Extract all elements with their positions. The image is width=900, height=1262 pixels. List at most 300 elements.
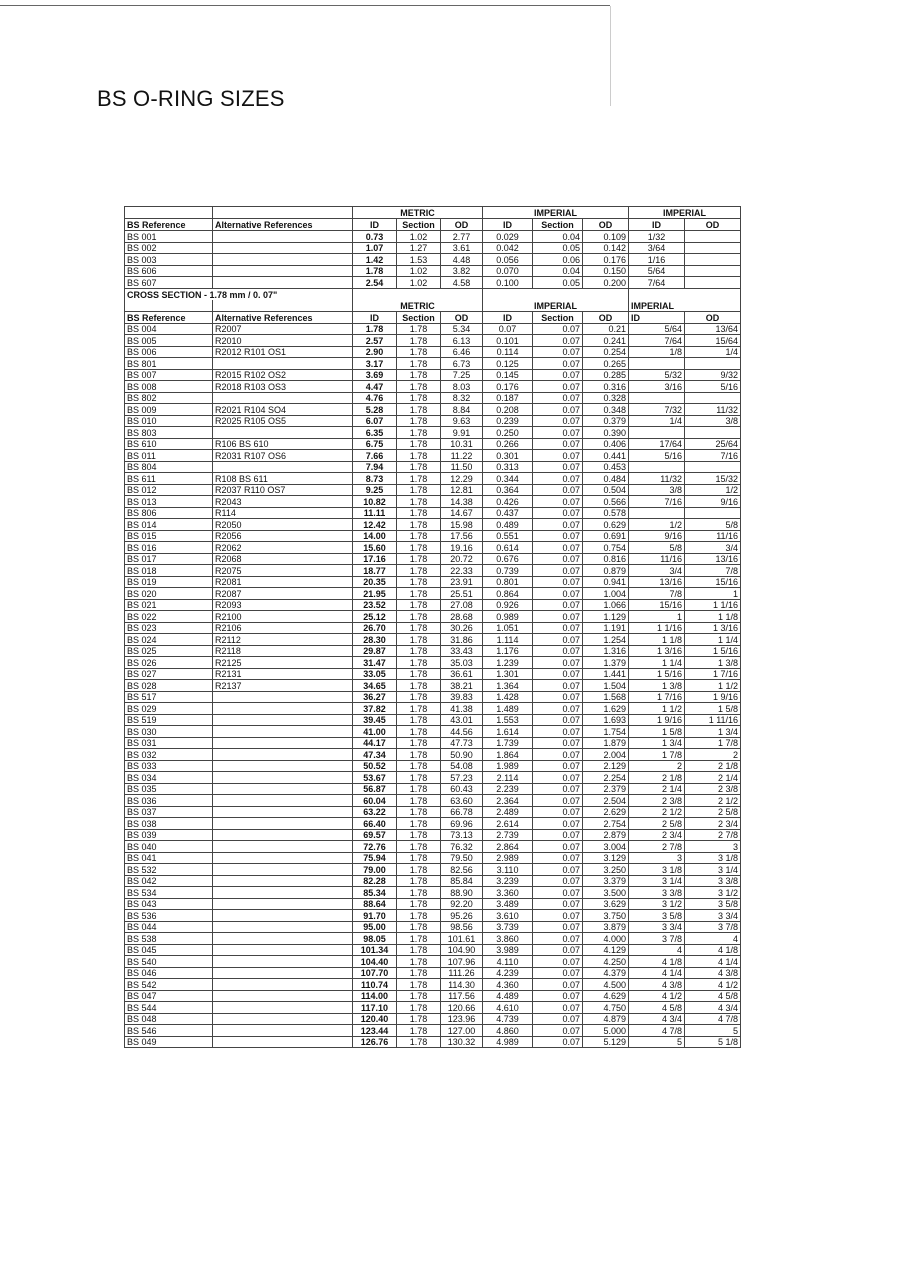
- cell-imperial-od: 0.285: [583, 369, 629, 381]
- cell-imperial-id: 1.489: [483, 703, 533, 715]
- cell-fraction-od: 1 3/8: [685, 657, 741, 669]
- cell-metric-section: 1.78: [397, 990, 441, 1002]
- cell-metric-id: 23.52: [353, 599, 397, 611]
- cell-fraction-id: 1 5/16: [629, 668, 685, 680]
- cell-fraction-od: 7/8: [685, 565, 741, 577]
- cell-metric-id: 1.78: [353, 323, 397, 335]
- group-imperial-decimal: IMPERIAL: [483, 300, 629, 312]
- cell-imperial-od: 0.691: [583, 530, 629, 542]
- cell-bs-reference: BS 044: [125, 921, 213, 933]
- cell-fraction-id: 2 7/8: [629, 841, 685, 853]
- cell-imperial-id: 0.989: [483, 611, 533, 623]
- cell-metric-od: 11.22: [441, 450, 483, 462]
- cell-metric-section: 1.78: [397, 404, 441, 416]
- cell-imperial-od: 0.142: [583, 242, 629, 254]
- table-row: [125, 599, 741, 611]
- cell-fraction-id: 1 3/8: [629, 680, 685, 692]
- cell-imperial-section: 0.07: [533, 450, 583, 462]
- cell-fraction-id: 3 5/8: [629, 910, 685, 922]
- cell-alternative-references: [213, 910, 353, 922]
- cell-bs-reference: BS 801: [125, 358, 213, 370]
- cell-alternative-references: R2021 R104 SO4: [213, 404, 353, 416]
- table-row: [125, 1025, 741, 1037]
- cell-bs-reference: BS 028: [125, 680, 213, 692]
- cell-metric-id: 50.52: [353, 760, 397, 772]
- cell-metric-od: 63.60: [441, 795, 483, 807]
- table-row: [125, 760, 741, 772]
- cell-imperial-od: 4.379: [583, 967, 629, 979]
- cell-imperial-id: 3.989: [483, 944, 533, 956]
- cell-bs-reference: BS 544: [125, 1002, 213, 1014]
- cell-alternative-references: [213, 277, 353, 289]
- cell-imperial-section: 0.07: [533, 438, 583, 450]
- cell-fraction-od: 3/4: [685, 542, 741, 554]
- cell-metric-section: 1.78: [397, 910, 441, 922]
- table-row: [125, 565, 741, 577]
- cell-fraction-id: 7/64: [629, 277, 685, 289]
- cell-imperial-section: 0.05: [533, 277, 583, 289]
- cell-fraction-od: [685, 242, 741, 254]
- cell-imperial-od: 1.879: [583, 737, 629, 749]
- cell-metric-od: 120.66: [441, 1002, 483, 1014]
- cell-bs-reference: BS 047: [125, 990, 213, 1002]
- cell-imperial-section: 0.07: [533, 910, 583, 922]
- cell-alternative-references: R2031 R107 OS6: [213, 450, 353, 462]
- cell-alternative-references: [213, 852, 353, 864]
- cell-imperial-section: 0.07: [533, 473, 583, 485]
- cell-imperial-od: 3.629: [583, 898, 629, 910]
- cell-imperial-section: 0.07: [533, 726, 583, 738]
- cell-imperial-id: 4.860: [483, 1025, 533, 1037]
- cell-metric-section: 1.78: [397, 944, 441, 956]
- cell-fraction-id: 3/16: [629, 381, 685, 393]
- cell-metric-od: 60.43: [441, 783, 483, 795]
- cell-imperial-od: 0.348: [583, 404, 629, 416]
- cell-metric-id: 31.47: [353, 657, 397, 669]
- cell-metric-section: 1.78: [397, 806, 441, 818]
- cell-imperial-id: 1.428: [483, 691, 533, 703]
- cell-bs-reference: BS 016: [125, 542, 213, 554]
- cell-bs-reference: BS 004: [125, 323, 213, 335]
- cell-fraction-od: 9/32: [685, 369, 741, 381]
- cell-metric-id: 72.76: [353, 841, 397, 853]
- cell-fraction-od: 2 3/8: [685, 783, 741, 795]
- cell-bs-reference: BS 021: [125, 599, 213, 611]
- table-row: [125, 852, 741, 864]
- cell-metric-section: 1.78: [397, 542, 441, 554]
- cell-metric-id: 5.28: [353, 404, 397, 416]
- table-row: [125, 265, 741, 277]
- table-row: [125, 346, 741, 358]
- cell-imperial-od: 2.379: [583, 783, 629, 795]
- cell-bs-reference: BS 610: [125, 438, 213, 450]
- cell-imperial-od: 1.693: [583, 714, 629, 726]
- cell-alternative-references: R2100: [213, 611, 353, 623]
- cell-imperial-section: 0.07: [533, 1002, 583, 1014]
- column-header-row: [125, 311, 741, 323]
- cell-metric-section: 1.78: [397, 438, 441, 450]
- cell-fraction-id: 4 3/4: [629, 1013, 685, 1025]
- cell-imperial-section: 0.07: [533, 565, 583, 577]
- cell-metric-id: 6.35: [353, 427, 397, 439]
- cell-alternative-references: [213, 841, 353, 853]
- cell-fraction-id: 4 7/8: [629, 1025, 685, 1037]
- cell-fraction-id: 3 1/2: [629, 898, 685, 910]
- cell-metric-id: 34.65: [353, 680, 397, 692]
- cell-imperial-id: 2.989: [483, 852, 533, 864]
- table-row: [125, 254, 741, 266]
- cell-imperial-od: 3.750: [583, 910, 629, 922]
- oring-size-table: [124, 206, 741, 1048]
- cell-imperial-od: 0.316: [583, 381, 629, 393]
- cell-imperial-section: 0.07: [533, 829, 583, 841]
- table-row: [125, 392, 741, 404]
- cell-bs-reference: BS 018: [125, 565, 213, 577]
- cell-imperial-od: 2.629: [583, 806, 629, 818]
- cell-metric-section: 1.78: [397, 507, 441, 519]
- cell-bs-reference: BS 008: [125, 381, 213, 393]
- cell-imperial-od: 0.200: [583, 277, 629, 289]
- table-row: [125, 530, 741, 542]
- cell-metric-section: 1.78: [397, 381, 441, 393]
- cell-metric-section: 1.78: [397, 634, 441, 646]
- cell-imperial-section: 0.07: [533, 530, 583, 542]
- cell-alternative-references: R2087: [213, 588, 353, 600]
- cell-alternative-references: [213, 703, 353, 715]
- cell-fraction-od: 13/16: [685, 553, 741, 565]
- table-row: [125, 335, 741, 347]
- cell-metric-id: 29.87: [353, 645, 397, 657]
- cell-metric-section: 1.78: [397, 496, 441, 508]
- header-bs-reference: BS Reference: [125, 311, 213, 323]
- cell-imperial-section: 0.05: [533, 242, 583, 254]
- table-row: [125, 772, 741, 784]
- cell-imperial-id: 0.145: [483, 369, 533, 381]
- table-row: [125, 657, 741, 669]
- cell-alternative-references: R2118: [213, 645, 353, 657]
- cell-bs-reference: BS 027: [125, 668, 213, 680]
- cell-imperial-section: 0.07: [533, 875, 583, 887]
- table-row: [125, 944, 741, 956]
- cell-metric-section: 1.78: [397, 680, 441, 692]
- cell-metric-od: 8.03: [441, 381, 483, 393]
- cell-imperial-section: 0.07: [533, 852, 583, 864]
- cell-alternative-references: [213, 760, 353, 772]
- cell-metric-id: 3.17: [353, 358, 397, 370]
- cell-alternative-references: [213, 427, 353, 439]
- cell-alternative-references: [213, 1025, 353, 1037]
- cell-alternative-references: [213, 231, 353, 243]
- cell-imperial-id: 3.489: [483, 898, 533, 910]
- cell-fraction-od: 2: [685, 749, 741, 761]
- cell-metric-od: 27.08: [441, 599, 483, 611]
- table-row: [125, 1013, 741, 1025]
- cell-fraction-od: 1 5/16: [685, 645, 741, 657]
- cell-metric-section: 1.27: [397, 242, 441, 254]
- cell-fraction-od: 1 7/8: [685, 737, 741, 749]
- cell-fraction-od: 1/2: [685, 484, 741, 496]
- cell-alternative-references: R2112: [213, 634, 353, 646]
- cell-fraction-id: 1 7/8: [629, 749, 685, 761]
- cell-imperial-section: 0.07: [533, 611, 583, 623]
- cell-imperial-section: 0.07: [533, 461, 583, 473]
- cell-metric-id: 9.25: [353, 484, 397, 496]
- cell-fraction-id: 3 1/4: [629, 875, 685, 887]
- cell-metric-id: 117.10: [353, 1002, 397, 1014]
- cell-metric-section: 1.78: [397, 323, 441, 335]
- cell-metric-section: 1.78: [397, 358, 441, 370]
- cell-imperial-section: 0.07: [533, 921, 583, 933]
- cell-metric-section: 1.78: [397, 737, 441, 749]
- cell-metric-section: 1.78: [397, 772, 441, 784]
- cell-alternative-references: R2062: [213, 542, 353, 554]
- cell-imperial-section: 0.07: [533, 1013, 583, 1025]
- cell-imperial-id: 0.070: [483, 265, 533, 277]
- cell-fraction-od: 4 7/8: [685, 1013, 741, 1025]
- cell-metric-od: 4.48: [441, 254, 483, 266]
- cell-metric-section: 1.78: [397, 829, 441, 841]
- cell-fraction-id: [629, 392, 685, 404]
- cell-metric-od: 54.08: [441, 760, 483, 772]
- cell-metric-section: 1.78: [397, 553, 441, 565]
- cell-metric-section: 1.78: [397, 1025, 441, 1037]
- cell-fraction-od: 3 5/8: [685, 898, 741, 910]
- cell-metric-id: 107.70: [353, 967, 397, 979]
- cell-bs-reference: BS 038: [125, 818, 213, 830]
- cell-alternative-references: R2093: [213, 599, 353, 611]
- cell-imperial-od: 4.879: [583, 1013, 629, 1025]
- table-row: [125, 496, 741, 508]
- cell-alternative-references: [213, 783, 353, 795]
- cell-metric-id: 1.42: [353, 254, 397, 266]
- cell-metric-id: 2.90: [353, 346, 397, 358]
- cell-imperial-od: 1.254: [583, 634, 629, 646]
- table-row: [125, 691, 741, 703]
- cell-metric-section: 1.78: [397, 530, 441, 542]
- cell-fraction-od: [685, 254, 741, 266]
- cell-metric-id: 11.11: [353, 507, 397, 519]
- cell-fraction-od: [685, 392, 741, 404]
- cell-metric-section: 1.78: [397, 1002, 441, 1014]
- cell-metric-od: 43.01: [441, 714, 483, 726]
- cell-metric-section: 1.78: [397, 427, 441, 439]
- cell-imperial-section: 0.07: [533, 783, 583, 795]
- group-imperial-decimal: IMPERIAL: [483, 207, 629, 219]
- cell-bs-reference: BS 519: [125, 714, 213, 726]
- table-row: [125, 910, 741, 922]
- cell-metric-section: 1.78: [397, 726, 441, 738]
- cell-fraction-id: [629, 507, 685, 519]
- cell-imperial-id: 0.489: [483, 519, 533, 531]
- cell-imperial-section: 0.07: [533, 691, 583, 703]
- cell-imperial-section: 0.07: [533, 737, 583, 749]
- cell-fraction-id: 4 3/8: [629, 979, 685, 991]
- cell-metric-od: 12.81: [441, 484, 483, 496]
- cell-metric-id: 123.44: [353, 1025, 397, 1037]
- cell-imperial-id: 0.864: [483, 588, 533, 600]
- cell-metric-od: 88.90: [441, 887, 483, 899]
- cell-metric-id: 2.54: [353, 277, 397, 289]
- cell-fraction-id: 3/8: [629, 484, 685, 496]
- cell-metric-od: 41.38: [441, 703, 483, 715]
- cell-imperial-id: 1.989: [483, 760, 533, 772]
- cell-fraction-id: 5/8: [629, 542, 685, 554]
- cell-bs-reference: BS 042: [125, 875, 213, 887]
- table-row: [125, 588, 741, 600]
- cell-alternative-references: [213, 691, 353, 703]
- cell-metric-od: 25.51: [441, 588, 483, 600]
- cell-imperial-od: 3.500: [583, 887, 629, 899]
- cell-imperial-od: 2.754: [583, 818, 629, 830]
- cell-alternative-references: R2050: [213, 519, 353, 531]
- cell-imperial-od: 3.379: [583, 875, 629, 887]
- cell-metric-section: 1.78: [397, 519, 441, 531]
- cell-imperial-od: 0.150: [583, 265, 629, 277]
- cell-imperial-section: 0.06: [533, 254, 583, 266]
- cell-metric-od: 101.61: [441, 933, 483, 945]
- table-row: [125, 542, 741, 554]
- group-imperial-fraction: IMPERIAL: [629, 207, 741, 219]
- cell-imperial-id: 0.029: [483, 231, 533, 243]
- cell-metric-od: 95.26: [441, 910, 483, 922]
- table-row: [125, 381, 741, 393]
- cell-metric-id: 4.76: [353, 392, 397, 404]
- cell-imperial-id: 0.101: [483, 335, 533, 347]
- cell-alternative-references: R2125: [213, 657, 353, 669]
- cell-imperial-id: 0.114: [483, 346, 533, 358]
- cell-metric-section: 1.78: [397, 864, 441, 876]
- cell-imperial-od: 2.004: [583, 749, 629, 761]
- cell-metric-od: 33.43: [441, 645, 483, 657]
- cell-imperial-section: 0.07: [533, 956, 583, 968]
- cell-imperial-od: 0.441: [583, 450, 629, 462]
- table-row: [125, 714, 741, 726]
- cell-fraction-od: 1 3/16: [685, 622, 741, 634]
- cell-fraction-od: 4 1/8: [685, 944, 741, 956]
- cell-imperial-id: 1.364: [483, 680, 533, 692]
- cell-metric-section: 1.78: [397, 875, 441, 887]
- top-rule: [0, 5, 610, 6]
- table-row: [125, 841, 741, 853]
- cell-bs-reference: BS 009: [125, 404, 213, 416]
- cell-imperial-section: 0.07: [533, 668, 583, 680]
- cell-fraction-id: [629, 358, 685, 370]
- cell-imperial-id: 0.250: [483, 427, 533, 439]
- cell-fraction-id: 3 3/8: [629, 887, 685, 899]
- cell-bs-reference: BS 026: [125, 657, 213, 669]
- cell-imperial-id: 0.364: [483, 484, 533, 496]
- section-blank: [353, 288, 483, 300]
- cell-imperial-section: 0.07: [533, 519, 583, 531]
- cell-fraction-id: 5/32: [629, 369, 685, 381]
- cell-alternative-references: R108 BS 611: [213, 473, 353, 485]
- cell-alternative-references: [213, 772, 353, 784]
- table-row: [125, 611, 741, 623]
- cell-bs-reference: BS 036: [125, 795, 213, 807]
- cell-imperial-section: 0.07: [533, 760, 583, 772]
- cell-fraction-od: 1 1/8: [685, 611, 741, 623]
- header-metric-od: OD: [441, 311, 483, 323]
- cell-imperial-id: 2.614: [483, 818, 533, 830]
- cell-imperial-id: 0.926: [483, 599, 533, 611]
- cell-metric-section: 1.78: [397, 967, 441, 979]
- cell-alternative-references: [213, 242, 353, 254]
- cell-fraction-id: 1: [629, 611, 685, 623]
- cell-imperial-od: 1.568: [583, 691, 629, 703]
- cell-metric-section: 1.78: [397, 887, 441, 899]
- cell-imperial-section: 0.07: [533, 622, 583, 634]
- cell-bs-reference: BS 804: [125, 461, 213, 473]
- cell-alternative-references: [213, 898, 353, 910]
- cell-metric-od: 28.68: [441, 611, 483, 623]
- cell-fraction-od: 1: [685, 588, 741, 600]
- cell-bs-reference: BS 538: [125, 933, 213, 945]
- header-imperial-id: ID: [483, 219, 533, 231]
- cell-metric-id: 2.57: [353, 335, 397, 347]
- cell-imperial-id: 1.614: [483, 726, 533, 738]
- cell-metric-od: 7.25: [441, 369, 483, 381]
- table-row: [125, 898, 741, 910]
- cell-imperial-id: 4.110: [483, 956, 533, 968]
- cell-bs-reference: BS 030: [125, 726, 213, 738]
- cell-bs-reference: BS 046: [125, 967, 213, 979]
- cell-imperial-od: 1.441: [583, 668, 629, 680]
- cell-alternative-references: R2068: [213, 553, 353, 565]
- cell-fraction-id: 5/64: [629, 323, 685, 335]
- cell-metric-id: 126.76: [353, 1036, 397, 1048]
- cell-imperial-od: 0.629: [583, 519, 629, 531]
- cell-imperial-section: 0.07: [533, 944, 583, 956]
- header-imperial-section: Section: [533, 311, 583, 323]
- cell-bs-reference: BS 037: [125, 806, 213, 818]
- cell-metric-od: 22.33: [441, 565, 483, 577]
- cell-imperial-od: 0.879: [583, 565, 629, 577]
- cell-bs-reference: BS 010: [125, 415, 213, 427]
- cell-bs-reference: BS 007: [125, 369, 213, 381]
- table-row: [125, 323, 741, 335]
- cell-metric-section: 1.78: [397, 369, 441, 381]
- cell-bs-reference: BS 546: [125, 1025, 213, 1037]
- cell-imperial-id: 2.364: [483, 795, 533, 807]
- cell-imperial-od: 0.379: [583, 415, 629, 427]
- header-fraction-id: ID: [629, 219, 685, 231]
- cell-imperial-od: 4.629: [583, 990, 629, 1002]
- cell-imperial-od: 0.21: [583, 323, 629, 335]
- cell-metric-od: 36.61: [441, 668, 483, 680]
- header-bs-reference: BS Reference: [125, 219, 213, 231]
- cell-metric-od: 39.83: [441, 691, 483, 703]
- cell-imperial-section: 0.07: [533, 645, 583, 657]
- cell-fraction-id: 1 3/4: [629, 737, 685, 749]
- cell-alternative-references: [213, 392, 353, 404]
- cell-alternative-references: R2043: [213, 496, 353, 508]
- cell-fraction-od: [685, 265, 741, 277]
- table-row: [125, 864, 741, 876]
- table-row: [125, 726, 741, 738]
- cell-metric-id: 25.12: [353, 611, 397, 623]
- cross-section-row: [125, 288, 741, 300]
- cell-fraction-od: 3 1/4: [685, 864, 741, 876]
- table-row: [125, 634, 741, 646]
- table-row: [125, 507, 741, 519]
- cell-metric-section: 1.78: [397, 1013, 441, 1025]
- cell-fraction-od: 11/32: [685, 404, 741, 416]
- cell-fraction-od: 1 1/2: [685, 680, 741, 692]
- cell-metric-od: 98.56: [441, 921, 483, 933]
- cell-imperial-id: 3.239: [483, 875, 533, 887]
- cell-imperial-id: 3.360: [483, 887, 533, 899]
- cell-metric-section: 1.78: [397, 749, 441, 761]
